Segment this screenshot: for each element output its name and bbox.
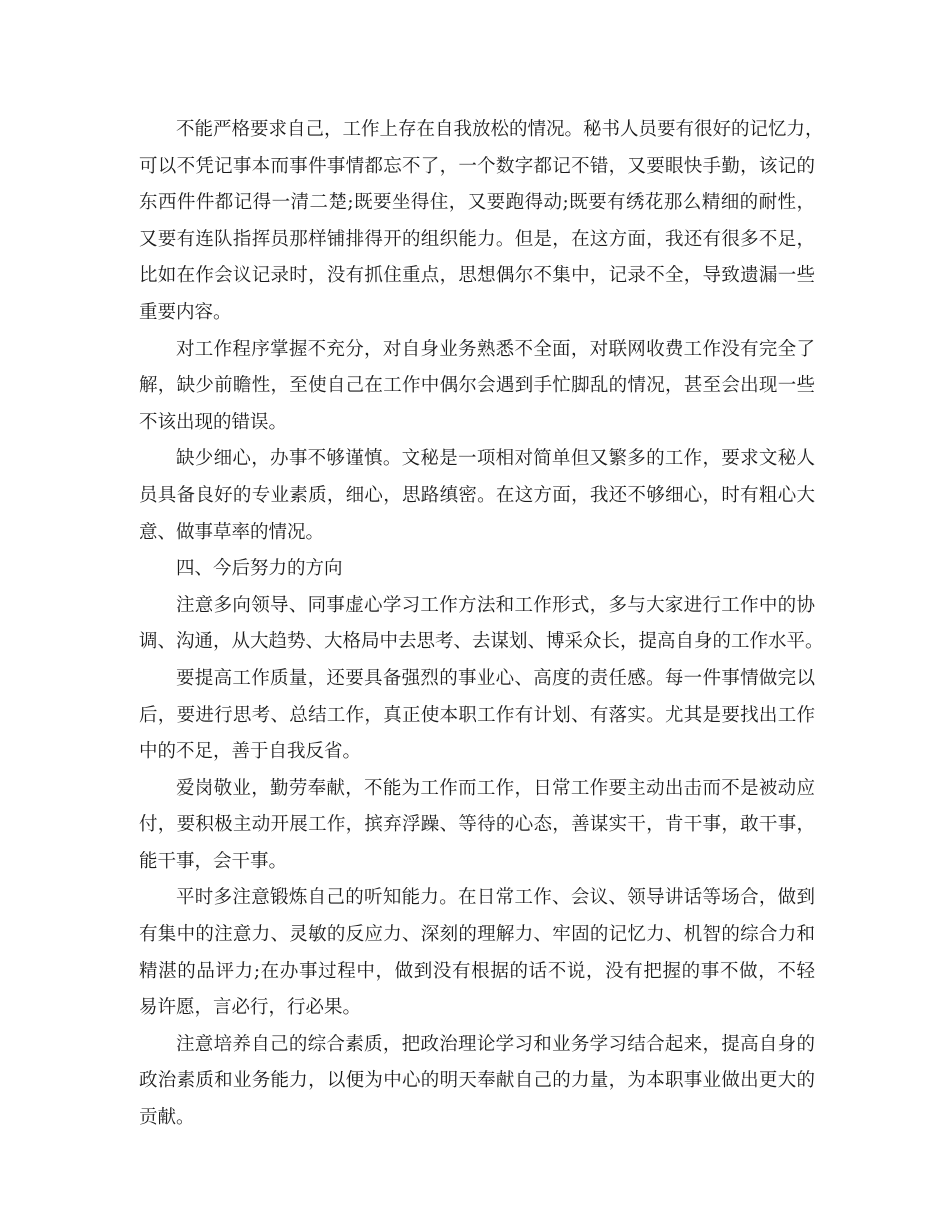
- text-line: 能干事，会干事。: [139, 850, 288, 872]
- paragraph: [139, 551, 815, 588]
- paragraph: [139, 112, 824, 332]
- paragraph: [139, 880, 815, 1026]
- text-line: 又要有连队指挥员那样铺排得开的组织能力。但是，在这方面，我还有很多不足，: [139, 228, 815, 250]
- paragraph: [139, 332, 815, 442]
- text-line: 易许愿，言必行，行必果。: [139, 997, 362, 1019]
- text-line: 员具备良好的专业素质，细心，思路缜密。在这方面，我还不够细心，时有粗心大: [139, 484, 815, 506]
- paragraph: [139, 771, 815, 881]
- text-line: 重要内容。: [139, 301, 232, 323]
- paragraph: [139, 441, 815, 551]
- text-line: 意、做事草率的情况。: [139, 521, 325, 543]
- text-line: 爱岗敬业，勤劳奉献，不能为工作而工作，日常工作要主动出击而不是被动应: [176, 777, 815, 799]
- paragraph: [139, 1027, 815, 1137]
- text-line: 平时多注意锻炼自己的听知能力。在日常工作、会议、领导讲话等场合，做到: [176, 887, 815, 909]
- text-line: 调、沟通，从大趋势、大格局中去思考、去谋划、博采众长，提高自身的工作水平。: [139, 631, 824, 653]
- paragraph: [139, 588, 824, 661]
- text-line: 不该出现的错误。: [139, 411, 288, 433]
- text-line: 缺少细心，办事不够谨慎。文秘是一项相对简单但又繁多的工作，要求文秘人: [176, 448, 815, 470]
- text-line: 贡献。: [139, 1107, 195, 1129]
- paragraph: [139, 661, 815, 771]
- text-line: 四、今后努力的方向: [176, 558, 343, 580]
- text-line: 注意多向领导、同事虚心学习工作方法和工作形式，多与大家进行工作中的协: [176, 594, 815, 616]
- text-line: 对工作程序掌握不充分，对自身业务熟悉不全面，对联网收费工作没有完全了: [176, 338, 815, 360]
- text-line: 精湛的品评力;在办事过程中，做到没有根据的话不说，没有把握的事不做，不轻: [139, 960, 815, 982]
- document-body: [139, 112, 824, 1137]
- text-line: 注意培养自己的综合素质，把政治理论学习和业务学习结合起来，提高自身的: [176, 1033, 815, 1055]
- text-line: 有集中的注意力、灵敏的反应力、深刻的理解力、牢固的记忆力、机智的综合力和: [139, 924, 815, 946]
- text-line: 政治素质和业务能力，以便为中心的明天奉献自己的力量，为本职事业做出更大的: [139, 1070, 815, 1092]
- text-line: 比如在作会议记录时，没有抓住重点，思想偶尔不集中，记录不全，导致遗漏一些: [139, 265, 815, 287]
- text-line: 后，要进行思考、总结工作，真正使本职工作有计划、有落实。尤其是要找出工作: [139, 704, 815, 726]
- text-line: 要提高工作质量，还要具备强烈的事业心、高度的责任感。每一件事情做完以: [176, 667, 815, 689]
- text-line: 可以不凭记事本而事件事情都忘不了，一个数字都记不错，又要眼快手勤，该记的: [139, 155, 815, 177]
- text-line: 不能严格要求自己，工作上存在自我放松的情况。秘书人员要有很好的记忆力，: [176, 119, 824, 140]
- text-line: 东西件件都记得一清二楚;既要坐得住，又要跑得动;既要有绣花那么精细的耐性，: [139, 192, 815, 214]
- text-line: 付，要积极主动开展工作，摈弃浮躁、等待的心态，善谋实干，肯干事，敢干事，: [139, 814, 815, 836]
- text-line: 中的不足，善于自我反省。: [139, 741, 362, 763]
- text-line: 解，缺少前瞻性，至使自己在工作中偶尔会遇到手忙脚乱的情况，甚至会出现一些: [139, 375, 815, 397]
